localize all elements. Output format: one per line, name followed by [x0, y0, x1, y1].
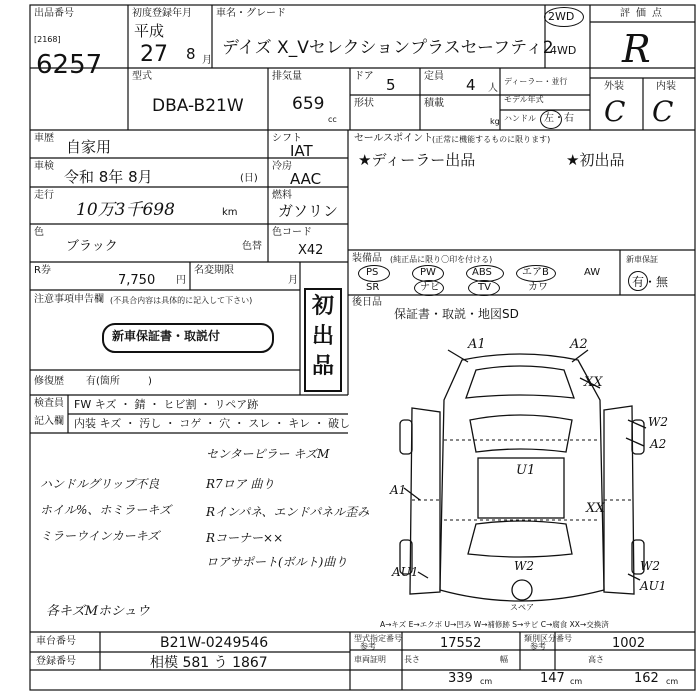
lot-number: 6257: [36, 50, 103, 80]
mark-a1-left: A1: [390, 483, 407, 497]
equip-ps: PS: [366, 267, 379, 278]
stamp-char-1: 初: [312, 294, 335, 319]
shape-label: 形状: [354, 98, 374, 109]
mark-a1-front: A1: [468, 337, 486, 352]
capacity: 4: [466, 76, 476, 94]
displacement-label: 排気量: [272, 71, 302, 82]
load-label: 積載: [424, 98, 444, 109]
doors: 5: [386, 76, 396, 94]
notes-sub: (不具合内容は具体的に記入して下さい): [110, 296, 253, 305]
notes-label: 注意事項申告欄: [34, 294, 104, 305]
aftermarket: 保証書・取説・地図SD: [394, 307, 519, 321]
load-unit: kg: [490, 117, 500, 126]
color-code: X42: [298, 243, 324, 258]
fuel: ガソリン: [278, 202, 339, 220]
new-warranty-label: 新車保証: [626, 255, 658, 264]
mark-a2-right: A2: [650, 437, 667, 451]
dealer-label: ディーラー・並行: [504, 77, 568, 86]
sales-point-label: セールスポイント: [354, 133, 434, 144]
new-warranty: 有・無: [632, 275, 669, 289]
width: 147: [540, 671, 565, 686]
class-ref: 参考: [530, 642, 546, 651]
type-cert: 17552: [440, 636, 482, 651]
mark-au1-left-rear: AU1: [392, 565, 419, 579]
note-4: ミラーウインカーキズ: [40, 529, 160, 543]
repair-close: ): [148, 376, 152, 387]
height: 162: [634, 671, 659, 686]
height-unit: cm: [666, 677, 679, 686]
ac: AAC: [290, 170, 322, 188]
mileage-unit: km: [222, 207, 238, 218]
color: ブラック: [66, 239, 118, 254]
capacity-unit: 人: [488, 83, 498, 94]
width-unit: cm: [570, 677, 583, 686]
doors-label: ドア: [354, 71, 374, 82]
stamp-char-3: 品: [312, 354, 335, 379]
car-name: デイズ X_Vセレクションプラスセーフティ2: [222, 38, 554, 58]
exterior-grade: C: [604, 95, 626, 128]
interior-label: 内装: [656, 81, 676, 92]
recycle-unit: 円: [176, 275, 186, 286]
mark-w2-right: W2: [648, 415, 668, 429]
model-label: 型式: [132, 71, 152, 82]
handle: 左・右: [544, 113, 574, 124]
equipment-sub: (純正品に限り〇印を付ける): [390, 255, 493, 264]
class: 1002: [612, 636, 646, 651]
mark-a2-front: A2: [570, 337, 588, 352]
model-year-label: モデル年式: [504, 95, 544, 104]
shift: IAT: [290, 142, 313, 160]
usage-label: 車歴: [34, 133, 54, 144]
name-change-label: 名変期限: [194, 265, 234, 276]
note-6: Rインパネ、エンドパネル歪み: [206, 505, 370, 519]
inspection: 令和 8年 8月: [64, 168, 153, 186]
equip-leather: カワ: [528, 282, 548, 293]
sales-point-1: ★ディーラー出品: [358, 151, 476, 169]
name-grade-label: 車名・グレード: [216, 8, 286, 19]
mileage: 10万3千698: [76, 200, 175, 220]
inspection-day: (日): [240, 173, 258, 184]
note-3: ホイル%、ホミラーキズ: [40, 503, 172, 517]
stamp-char-2: 出: [312, 324, 335, 349]
note-2: ハンドルグリップ不良: [40, 477, 160, 491]
mark-au1-right-rear: AU1: [640, 579, 667, 593]
chassis: B21W-0249546: [160, 635, 269, 651]
note-9: 各キズMホシュウ: [46, 604, 150, 619]
equip-aw: AW: [584, 267, 601, 278]
shift-label: シフト: [272, 133, 302, 144]
reg-year: 27: [140, 42, 168, 67]
handle-label: ハンドル: [504, 114, 536, 123]
repair: 有(箇所: [86, 376, 120, 387]
drive-2wd: 2WD: [548, 10, 575, 23]
sales-point-sub: (正常に機能するものに限ります): [432, 135, 551, 144]
equip-airbag: エアB: [522, 267, 549, 278]
note-5: R7ロア 曲り: [206, 477, 275, 491]
displacement-unit: cc: [328, 115, 337, 124]
usage: 自家用: [66, 138, 112, 156]
dim-label: 車両証明: [354, 655, 386, 664]
height-label: 高さ: [588, 655, 604, 664]
reg-month: 8: [186, 45, 196, 63]
exterior-label: 外装: [604, 81, 624, 92]
inspector-label-1: 検査員: [34, 398, 64, 409]
mark-u1-roof: U1: [516, 463, 536, 478]
mark-xx-front: XX: [584, 375, 603, 390]
width-label: 幅: [500, 655, 508, 664]
ac-label: 冷房: [272, 161, 292, 172]
first-reg-label: 初度登録年月: [132, 8, 192, 19]
equipment-label: 装備品: [352, 253, 382, 264]
type-cert-label: 型式指定番号: [354, 634, 402, 643]
equip-sr: SR: [366, 282, 380, 293]
mark-w2-rear: W2: [514, 559, 534, 573]
name-change-unit: 月: [288, 275, 298, 286]
note-7: Rコーナー××: [206, 531, 284, 545]
color-change-label: 色替: [242, 241, 262, 252]
note-8: ロアサポート(ボルト)曲り: [206, 555, 348, 569]
equip-tv: TV: [478, 282, 491, 293]
interior-grade: C: [652, 95, 674, 128]
inspection-label: 車検: [34, 161, 54, 172]
color-code-label: 色コード: [272, 227, 312, 238]
damage-legend: A→キズ E→エクボ U→凹み W→補修跡 S→サビ C→腐食 XX→交換済: [380, 620, 609, 629]
sales-point-2: ★初出品: [566, 151, 625, 169]
repair-label: 修復歴: [34, 376, 64, 387]
chassis-label: 車台番号: [36, 636, 76, 647]
lot-sub: [2168]: [34, 35, 61, 44]
equip-navi: ナビ: [420, 282, 440, 293]
overall-grade: R: [622, 27, 651, 71]
inspector-row-2: 内装 キズ ・ 汚し ・ コゲ ・ 穴 ・ スレ ・ キレ ・ 破し: [74, 417, 351, 430]
grade-label: 評価点: [620, 8, 668, 19]
plate: 相模 581 う 1867: [150, 655, 268, 671]
color-label: 色: [34, 227, 44, 238]
recycle-label: R券: [34, 265, 51, 276]
length-label: 長さ: [404, 655, 420, 664]
displacement: 659: [292, 94, 325, 114]
model: DBA-B21W: [152, 96, 244, 116]
length-unit: cm: [480, 677, 493, 686]
month-unit: 月: [202, 55, 212, 66]
aftermarket-label: 後日品: [352, 297, 382, 308]
drive-4wd: 4WD: [550, 44, 577, 57]
class-label: 類別区分番号: [524, 634, 572, 643]
note-1: センターピラー キズM: [206, 447, 330, 461]
plate-label: 登録番号: [36, 656, 76, 667]
capacity-label: 定員: [424, 71, 444, 82]
equip-abs: ABS: [472, 267, 492, 278]
recycle: 7,750: [118, 273, 156, 288]
length: 339: [448, 671, 473, 686]
equip-pw: PW: [420, 267, 436, 278]
mark-w2-right-rear: W2: [640, 559, 660, 573]
fuel-label: 燃料: [272, 190, 292, 201]
era: 平成: [134, 22, 165, 40]
warranty-stamp: 新車保証書・取説付: [112, 329, 221, 343]
inspector-label-2: 記入欄: [34, 416, 64, 427]
spare-label: スペア: [510, 603, 534, 612]
mark-xx-side: XX: [586, 501, 605, 516]
type-cert-ref: 参考: [360, 642, 376, 651]
mileage-label: 走行: [34, 190, 54, 201]
inspector-row-1: FW キズ ・ 錆 ・ ヒビ割 ・ リペア跡: [74, 398, 259, 411]
lot-label: 出品番号: [34, 8, 74, 19]
